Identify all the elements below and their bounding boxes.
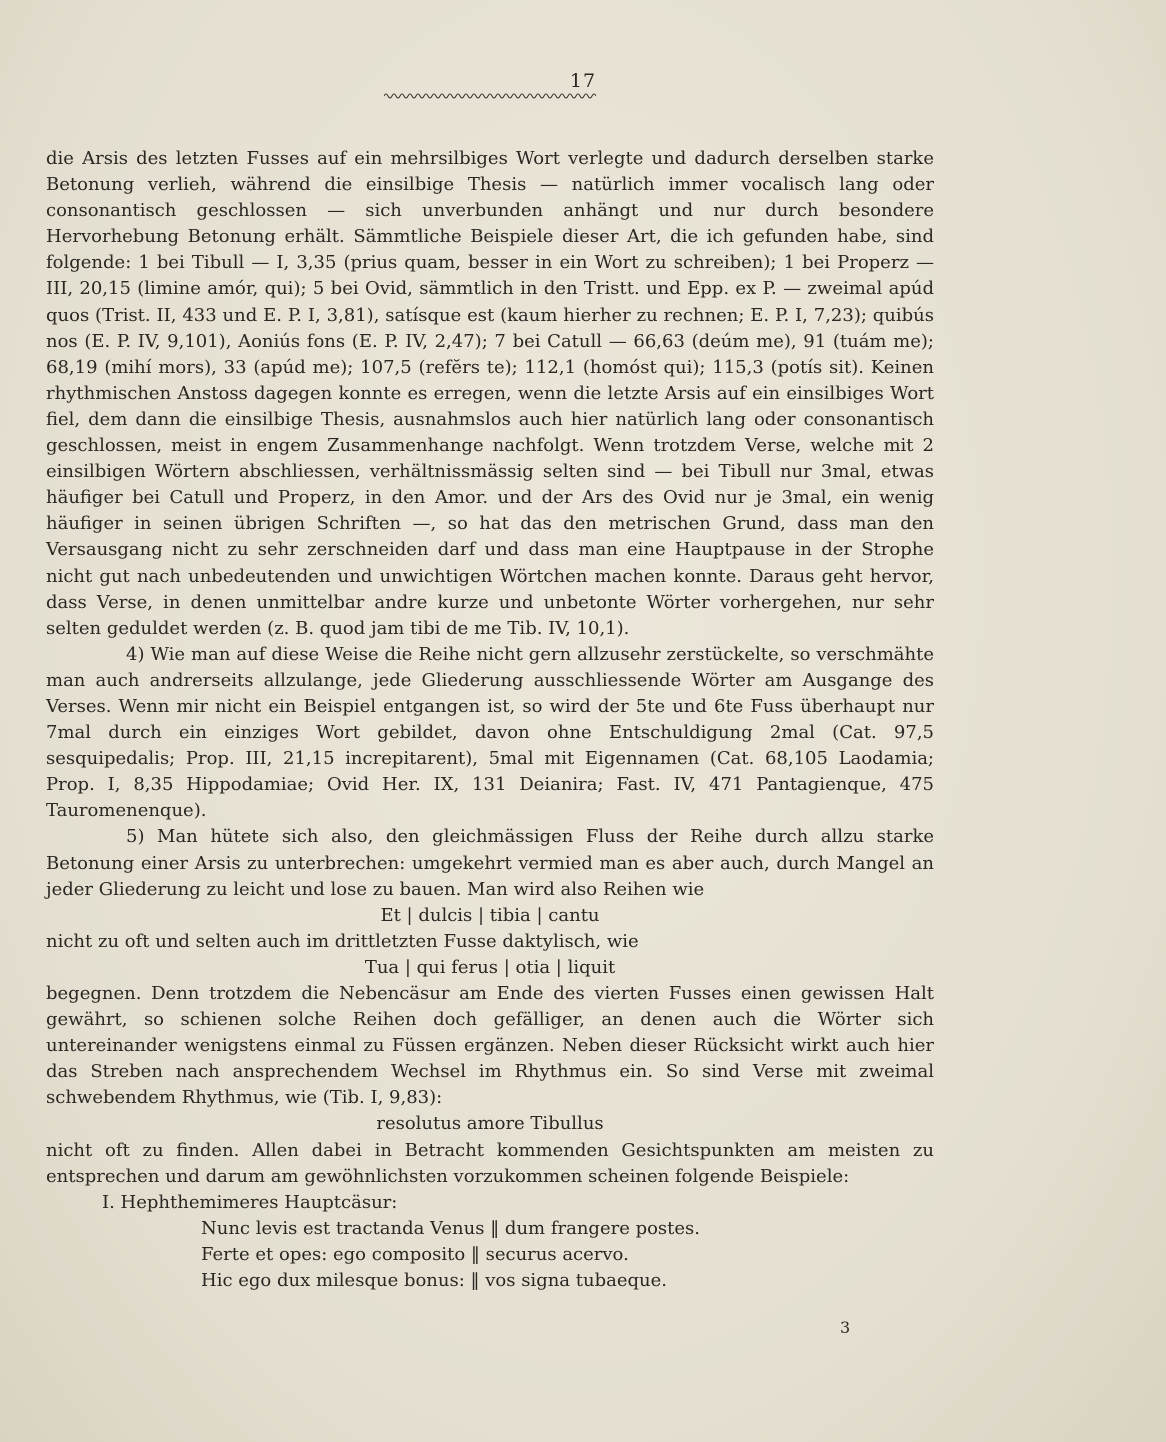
paragraph-4: nicht zu oft und selten auch im drittletzten Fusse daktylisch, wie	[46, 930, 639, 952]
verse-example-2: Tua | qui ferus | otia | liquit	[364, 956, 616, 978]
paragraph-3: 5) Man hütete sich also, den gleichmässigen Fluss der Reihe durch allzu starke Betonung einer Arsis zu unterbrechen: umgekehrt vermied man es aber auch, durch Mangel an jeder Gliederung zu leicht und lose zu bauen. Man wird also Reihen wie	[46, 826, 934, 900]
verse-line: Nunc levis est tractanda Venus ‖ dum frangere postes.	[201, 1217, 701, 1239]
page-number: 17	[569, 70, 597, 92]
paragraph-1: die Arsis des letzten Fusses auf ein mehrsilbiges Wort verlegte und dadurch derselben starke Betonung verlieh, während die einsilbige Thesis — natürlich immer vocalisch lang oder consonantisch geschlossen — sich unverbunden anhängt und nur durch besondere Hervorhebung Betonung erhält. Sämmtliche Beispiele dieser Art, die ich gefunden habe, sind folgende: 1 bei Tibull — I, 3,35 (prius quam, besser in ein Wort zu schreiben); 1 bei Properz — III, 20,15 (limine amór, qui); 5 bei Ovid, sämmtlich in den Tristt. und Epp. ex P. — zweimal apúd quos (Trist. II, 433 und E. P. I, 3,81), satísque est (kaum hierher zu rechnen; E. P. I, 7,23); quibús nos (E. P. IV, 9,101), Aoniús fons (E. P. IV, 2,47); 7 bei Catull — 66,63 (deúm me), 91 (tuám me); 68,19 (mihí mors), 33 (apúd me); 107,5 (refĕrs te); 112,1 (homóst qui); 115,3 (potís sit). Keinen rhythmischen Anstoss dagegen konnte es erregen, wenn die letzte Arsis auf ein einsilbiges Wort fiel, dem dann die einsilbige Thesis, ausnahmslos auch hier natürlich lang oder consonantisch geschlossen, meist in engem Zusammenhange nachfolgt. Wenn trotzdem Verse, welche mit 2 einsilbigen Wörtern abschliessen, verhältnissmässig selten sind — bei Tibull nur 3mal, etwas häufiger bei Catull und Properz, in den Amor. und der Ars des Ovid nur je 3mal, ein wenig häufiger in seinen übrigen Schriften —, so hat das den metrischen Grund, dass man den Versausgang nicht zu sehr zerschneiden darf und dass man eine Hauptpause in der Strophe nicht gut nach unbedeutenden und unwichtigen Wörtchen machen konnte. Daraus geht hervor, dass Verse, in denen unmittelbar andre kurze und unbetonte Wörter vorhergehen, nur sehr selten geduldet werden (z. B. quod jam tibi de me Tib. IV, 10,1).	[46, 148, 934, 639]
wavy-divider	[384, 92, 596, 100]
body-text	[46, 146, 934, 1294]
verse-example-3: resolutus amore Tibullus	[376, 1113, 604, 1135]
section-heading: I. Hephthemimeres Hauptcäsur:	[102, 1191, 398, 1213]
verse-line: Hic ego dux milesque bonus: ‖ vos signa tubaeque.	[201, 1270, 667, 1292]
paragraph-6: nicht oft zu finden. Allen dabei in Betracht kommenden Gesichtspunkten am meisten zu entsprechen und darum am gewöhnlichsten vorzukommen scheinen folgende Beispiele:	[46, 1139, 934, 1187]
paragraph-2: 4) Wie man auf diese Weise die Reihe nicht gern allzusehr zerstückelte, so verschmähte man auch andrerseits allzulange, jede Gliederung ausschliessende Wörter am Ausgange des Verses. Wenn mir nicht ein Beispiel entgangen ist, so wird der 5te und 6te Fuss überhaupt nur 7mal durch ein einziges Wort gebildet, davon ohne Entschuldigung 2mal (Cat. 97,5 sesquipedalis; Prop. III, 21,15 increpitarent), 5mal mit Eigennamen (Cat. 68,105 Laodamia; Prop. I, 8,35 Hippodamiae; Ovid Her. IX, 131 Deianira; Fast. IV, 471 Pantagienque, 475 Tauromenenque).	[46, 643, 934, 822]
verse-example-1: Et | dulcis | tibia | cantu	[380, 904, 600, 926]
signature-mark: 3	[840, 1318, 851, 1337]
paragraph-5: begegnen. Denn trotzdem die Nebencäsur am Ende des vierten Fusses einen gewissen Halt gewährt, so schienen solche Reihen doch gefälliger, an denen auch die Wörter sich untereinander wenigstens einmal zu Füssen ergänzen. Neben dieser Rücksicht wirkt auch hier das Streben nach ansprechendem Wechsel im Rhythmus ein. So sind Verse mit zweimal schwebendem Rhythmus, wie (Tib. I, 9,83):	[46, 983, 934, 1109]
verse-line: Ferte et opes: ego composito ‖ securus acervo.	[201, 1243, 629, 1265]
